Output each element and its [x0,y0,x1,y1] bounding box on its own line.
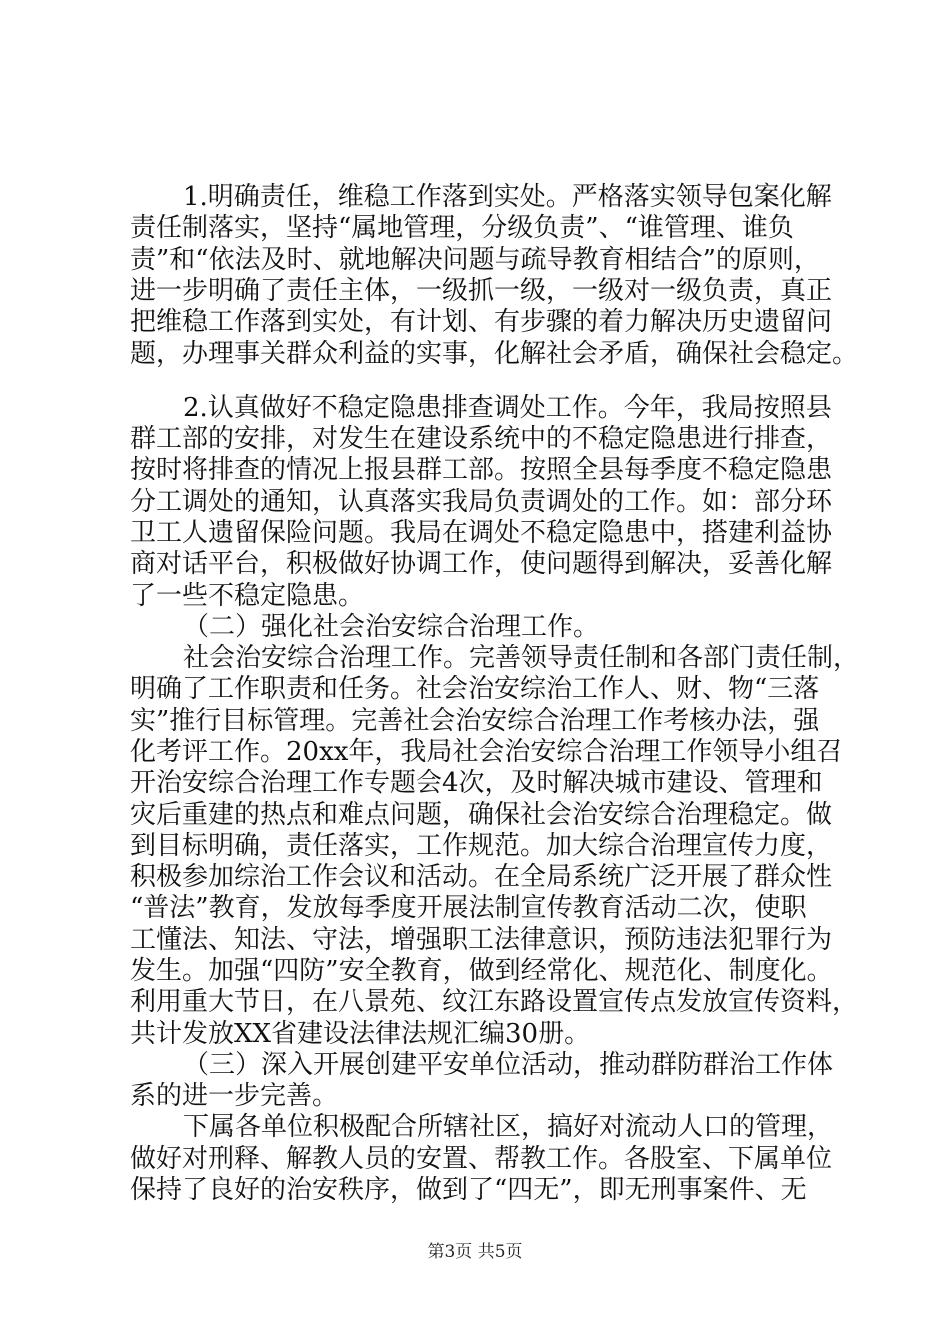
line: 积极参加综治工作会议和活动。在全局系统广泛开展了群众性 [130,862,833,893]
line: 1.明确责任，维稳工作落到实处。严格落实领导包案化解 [183,182,832,212]
line: 群工部的安排，对发生在建设系统中的不稳定隐患进行排查， [130,424,833,454]
line: 卫工人遗留保险问题。我局在调处不稳定隐患中，搭建利益协 [130,517,833,548]
line: 商对话平台，积极做好协调工作，使问题得到解决，妥善化解 [130,549,833,580]
line: 工懂法、知法、守法，增强职工法律意识，预防违法犯罪行为 [130,924,833,955]
line: 灾后重建的热点和难点问题，确保社会治安综合治理稳定。做 [130,799,833,830]
line: 开治安综合治理工作专题会4次，及时解决城市建设、管理和 [130,768,823,799]
line: 2.认真做好不稳定隐患排查调处工作。今年，我局按照县 [183,392,832,423]
line: 明确了工作职责和任务。社会治安综治工作人、财、物“三落 [130,674,820,705]
line: 发生。加强“四防”安全教育，做到经常化、规范化、制度化。 [130,956,833,986]
section-heading: （二）强化社会治安综合治理工作。 [183,611,600,642]
line: 责任制落实，坚持“属地管理，分级负责”、“谁管理、谁负 [130,213,794,244]
line: 进一步明确了责任主体，一级抓一级，一级对一级负责，真正 [130,275,833,306]
line: 把维稳工作落到实处，有计划、有步骤的着力解决历史遗留问 [130,307,833,338]
line: 做好对刑释、解教人员的安置、帮教工作。各股室、下属单位 [130,1143,833,1174]
line: “普法”教育，发放每季度开展法制宣传教育活动二次，使职 [130,893,807,924]
line: 下属各单位积极配合所辖社区，搞好对流动人口的管理， [183,1112,834,1143]
line: 系的进一步完善。 [130,1081,339,1112]
line: 化考评工作。20xx年，我局社会治安综合治理工作领导小组召 [130,736,843,767]
line: 实”推行目标管理。完善社会治安综合治理工作考核办法，强 [130,705,820,736]
section-heading: （三）深入开展创建平安单位活动，推动群防群治工作体 [183,1049,834,1080]
line: 按时将排查的情况上报县群工部。按照全县每季度不稳定隐患 [130,455,833,486]
line: 题，办理事关群众利益的实事，化解社会矛盾，确保社会稳定。 [130,338,859,369]
line: 了一些不稳定隐患。 [130,580,365,611]
line: 利用重大节日，在八景苑、纹江东路设置宣传点发放宣传资料， [130,987,859,1018]
line: 到目标明确，责任落实，工作规范。加大综合治理宣传力度， [130,830,833,861]
line: 保持了良好的治安秩序，做到了“四无”，即无刑事案件、无 [130,1175,807,1205]
line: 共计发放XX省建设法律法规汇编30册。 [130,1018,591,1049]
page-footer: 第3页 共5页 [427,1242,523,1262]
line: 责”和“依法及时、就地解决问题与疏导教育相结合”的原则， [130,244,820,275]
line: 分工调处的通知，认真落实我局负责调处的工作。如：部分环 [130,486,833,517]
line: 社会治安综合治理工作。完善领导责任制和各部门责任制， [183,643,860,674]
